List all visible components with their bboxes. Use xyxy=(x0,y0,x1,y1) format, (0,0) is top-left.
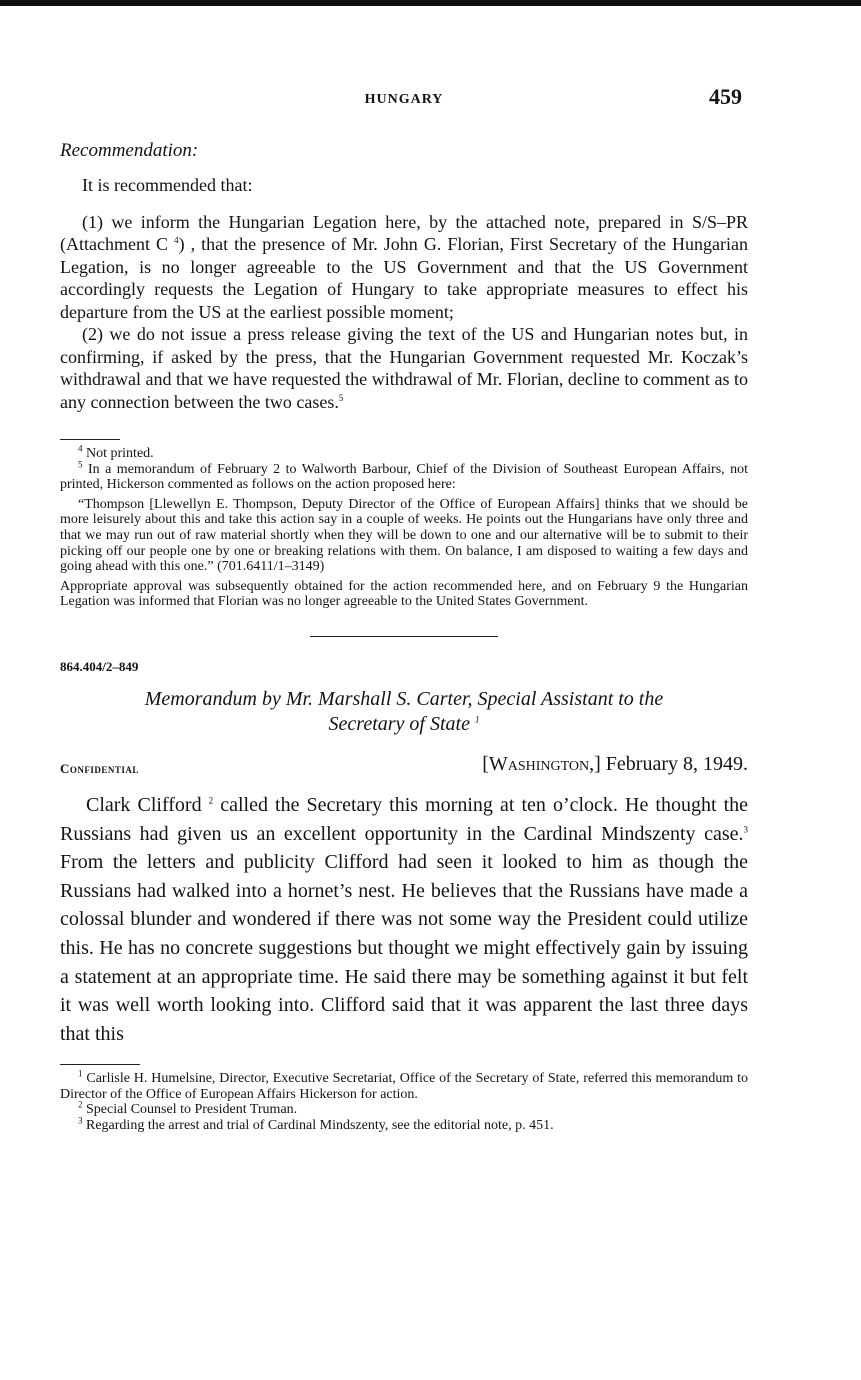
page-header xyxy=(60,84,748,118)
footnote-text: Regarding the arrest and trial of Cardinal Mindszenty, see the editorial note, p. 451. xyxy=(86,1117,554,1133)
file-number: 864.404/2–849 xyxy=(60,658,139,674)
footnote-text: Carlisle H. Humelsine, Director, Executive Secretariat, Office of the Secretary of State, referred this memorandum to Director of the Office of European Affairs Hickerson for action. xyxy=(60,1071,749,1102)
item-1-text-b: ) , that the presence of Mr. John G. Florian, First Secretary of the Hungarian Legation, is no longer agreeable to the US Government and that the US Government accordingly requests the Legation of Hungary to take appropriate measures to effect his departure from the US at the earliest possible moment; xyxy=(60,234,748,322)
section-divider xyxy=(310,636,498,637)
body-part-3: From the letters and publicity Clifford had seen it looked to him as though the Russians had walked into a hornet’s nest. He believes that the Russians have made a colossal blunder and wondered if there was not some way the President could utilize this. He has no concrete suggestions but thought we might effectively gain by issuing a statement at an appropriate time. He said there may be something against it but felt it was well worth looking into. Clifford said that it was apparent the last three days that this xyxy=(60,851,748,1045)
footnote-text: Special Counsel to President Truman. xyxy=(86,1102,298,1118)
footnote-2 xyxy=(60,1099,748,1118)
title-line-2-text: Secretary of State xyxy=(328,712,470,735)
footnote-5 xyxy=(60,458,749,493)
footnote-4 xyxy=(60,443,748,462)
footnote-ref-4: 4 xyxy=(174,235,179,245)
item-1-text-a: (1) we inform the Hungarian Legation here, by the attached note, prepared in S/S–PR (Attachment C xyxy=(60,211,748,254)
footnote-3 xyxy=(60,1115,748,1134)
footnote-5-quote: “Thompson [Llewellyn E. Thompson, Deputy Director of the Office of European Affairs] thinks that we should be more leisurely about this and take this action say in a couple of weeks. He points out the Hungarians have only three and that we may run out of raw material shortly when they will be down to one and our alternative will be to submit to their picking off our people one by one or breaking relations with them. On balance, I am disposed to waiting a few days and going ahead with this one.” (701.6411/1–3149) xyxy=(60,496,748,575)
footnote-marker: 4 xyxy=(78,443,83,454)
footnote-ref-1: 1 xyxy=(474,714,480,725)
footnote-rule xyxy=(60,439,120,440)
recommendation-item-1 xyxy=(60,211,748,324)
footnote-5-conclusion: Appropriate approval was subsequently obtained for the action recommended here, and on February 9 the Hungarian Legation was informed that Florian was no longer agreeable to the United States Government. xyxy=(60,578,748,610)
footnote-rule-bottom xyxy=(60,1064,140,1065)
footnote-ref-2: 2 xyxy=(208,795,214,806)
running-head: HUNGARY xyxy=(364,92,444,107)
dateline xyxy=(60,753,748,781)
title-line-2 xyxy=(60,712,748,737)
footnote-text: In a memorandum of February 2 to Walworth Barbour, Chief of the Division of Southeast European Affairs, not printed, Hickerson commented as follows on the action proposed here: xyxy=(60,461,749,493)
title-line-1: Memorandum by Mr. Marshall S. Carter, Special Assistant to the xyxy=(144,687,664,710)
place: [Washington,] xyxy=(482,752,601,775)
page-top-edge xyxy=(0,0,861,6)
recommendation-intro: It is recommended that: xyxy=(82,175,253,195)
footnote-1 xyxy=(60,1068,749,1102)
recommendation-item-2 xyxy=(60,323,748,413)
document-title xyxy=(60,687,748,737)
footnote-ref-3: 3 xyxy=(743,823,748,834)
classification-label: Confidential xyxy=(60,760,139,776)
date: February 8, 1949. xyxy=(605,752,748,775)
footnote-marker: 3 xyxy=(78,1115,83,1126)
body-part-1: Clark Clifford xyxy=(86,793,202,816)
body-part-2: called the Secretary this morning at ten o’clock. He thought the Russians had given us an excellent opportunity in the Cardinal Mindszenty case. xyxy=(60,793,749,845)
page-number: 459 xyxy=(709,84,742,109)
memo-body xyxy=(60,791,748,1048)
item-2-text: (2) we do not issue a press release giving the text of the US and Hungarian notes but, in confirming, if asked by the press, that the Hungarian Government requested Mr. Koczak’s withdrawal and that we have requested the withdrawal of Mr. Florian, decline to comment as to any connection between the two cases. xyxy=(60,324,748,412)
date-line xyxy=(482,753,748,776)
document-page xyxy=(60,84,748,1133)
footnote-marker: 5 xyxy=(78,458,83,469)
footnote-ref-5: 5 xyxy=(338,392,344,403)
recommendation-heading: Recommendation: xyxy=(60,140,199,161)
footnote-marker: 1 xyxy=(78,1068,83,1079)
footnote-text: Not printed. xyxy=(86,446,154,461)
footnote-marker: 2 xyxy=(78,1099,83,1110)
